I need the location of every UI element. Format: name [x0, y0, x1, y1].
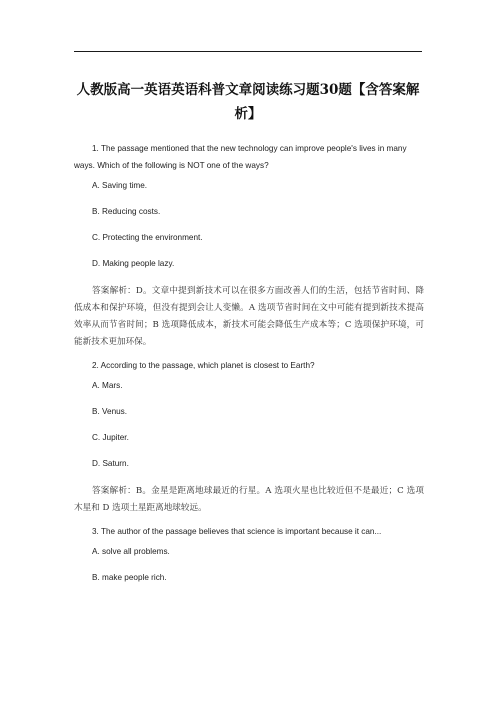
question-3-text: 3. The author of the passage believes that science is important because it can... [92, 527, 382, 536]
question-1-option-d: D. Making people lazy. [92, 259, 175, 268]
header-rule [74, 51, 422, 52]
question-3-option-b: B. make people rich. [92, 573, 167, 582]
question-2-answer: 答案解析：B。金星是距离地球最近的行星。A 选项火星也比较近但不是最近；C 选项木星和 D 选项土星距离地球较远。 [74, 486, 424, 513]
question-3-option-a: A. solve all problems. [92, 547, 170, 556]
question-2-option-d: D. Saturn. [92, 459, 129, 468]
question-2-option-a: A. Mars. [92, 381, 123, 390]
question-1-option-c: C. Protecting the environment. [92, 233, 203, 242]
question-1-answer: 答案解析：D。文章中提到新技术可以在很多方面改善人们的生活，包括节省时间、降低成本和保护环境，但没有提到会让人变懒。A 选项节省时间在文中可能有提到新技术提高效率从而节省时间；B 选项降低成本，新技术可能会降低生产成本等；C 选项保护环境，可能新技术更加环保。 [74, 286, 424, 347]
question-1-option-a: A. Saving time. [92, 181, 148, 190]
question-1-text: 1. The passage mentioned that the new technology can improve people's lives in many ways. Which of the following is NOT one of the ways? [74, 144, 407, 170]
document-body [74, 140, 424, 598]
question-1-option-b: B. Reducing costs. [92, 207, 161, 216]
document-title: 人教版高一英语英语科普文章阅读练习题30题【含答案解析】 [76, 82, 420, 122]
question-2-text: 2. According to the passage, which planet is closest to Earth? [92, 361, 315, 370]
question-2-option-b: B. Venus. [92, 407, 128, 416]
question-2-option-c: C. Jupiter. [92, 433, 129, 442]
